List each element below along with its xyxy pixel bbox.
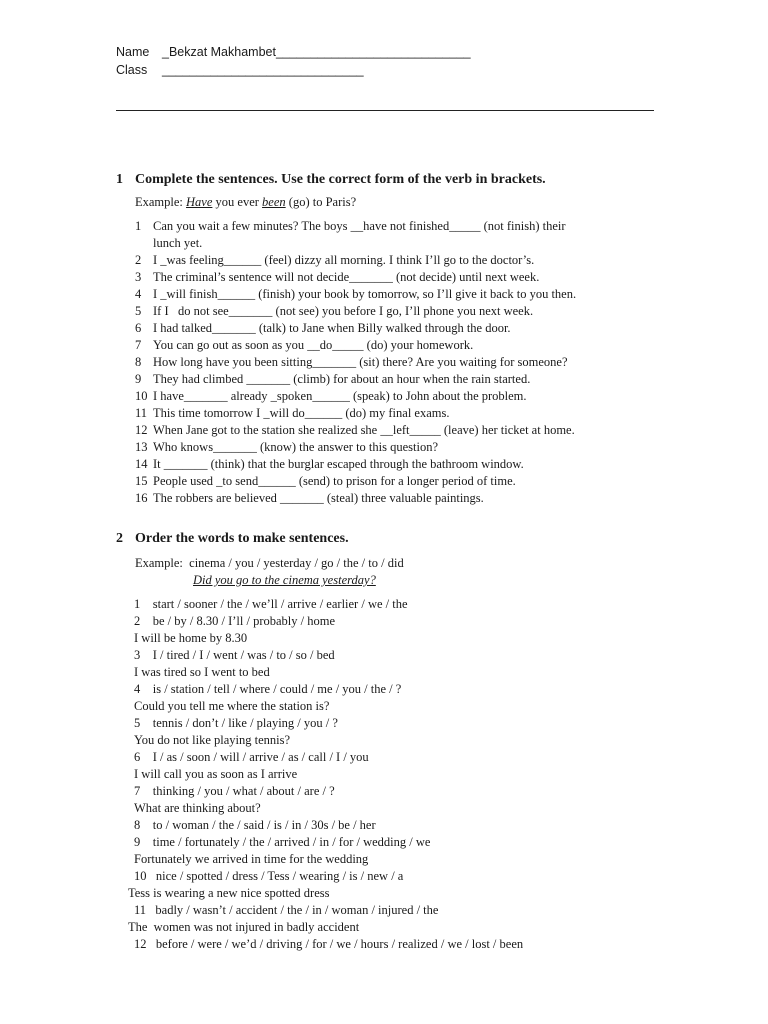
exercise2-line: Could you tell me where the station is? [134,699,330,713]
name-line [116,44,471,60]
item-number: 5 [135,304,142,318]
item-text: Who knows_______ (know) the answer to this question? [153,440,439,454]
section1-title: Complete the sentences. Use the correct form of the verb in brackets. [135,172,546,187]
item-text: How long have you been sitting_______ (sit) there? Are you waiting for someone? [153,355,568,369]
exercise1-item [135,371,530,387]
item-text: It _______ (think) that the burglar escaped through the bathroom window. [153,457,524,471]
item-text: I have_______ already _spoken______ (speak) to John about the problem. [153,389,527,403]
exercise1-item [135,473,516,489]
item-number: 10 [135,389,148,403]
item-text: I _will finish______ (finish) your book by tomorrow, so I’ll give it back to you then. [153,287,577,301]
section2-heading [116,530,349,547]
item-text: The robbers are believed _______ (steal) three valuable paintings. [153,491,484,505]
exercise1-item [135,388,527,404]
section2-example-answer: Did you go to the cinema yesterday? [193,573,376,587]
exercise2-line: I was tired so I went to bed [134,665,270,679]
name-value: _Bekzat Makhambet____________________________ [162,45,471,59]
item-text: If I do not see_______ (not see) you before I go, I’ll phone you next week. [153,304,534,318]
item-number: 8 [135,355,142,369]
class-value: _____________________________ [162,63,364,77]
exercise2-line: You do not like playing tennis? [134,733,291,747]
item-text: I _was feeling______ (feel) dizzy all morning. I think I’ll go to the doctor’s. [153,253,535,267]
exercise2-line: 2 be / by / 8.30 / I’ll / probably / home [134,614,336,628]
exercise1-item [135,320,511,336]
exercise2-line: 3 I / tired / I / went / was / to / so / bed [134,648,335,662]
exercise2-line: I will call you as soon as I arrive [134,767,298,781]
item-text: This time tomorrow I _will do______ (do) my final exams. [153,406,450,420]
exercise1-item [153,235,202,251]
exercise2-line: What are thinking about? [134,801,261,815]
item-text: They had climbed _______ (climb) for about an hour when the rain started. [153,372,531,386]
exercise1-item [135,303,533,319]
example-verb2: been [262,195,286,209]
exercise1-item [135,354,568,370]
item-number: 16 [135,491,148,505]
example-prefix: Example: [135,195,187,209]
item-number: 4 [135,287,142,301]
section1-example [135,194,356,210]
exercise2-line: Fortunately we arrived in time for the wedding [134,852,369,866]
section2-example-prompt: Example: cinema / you / yesterday / go / the / to / did [135,556,404,570]
exercise2-line: 4 is / station / tell / where / could / me / you / the / ? [134,682,402,696]
exercise2-line: 6 I / as / soon / will / arrive / as / call / I / you [134,750,369,764]
exercise2-line: Tess is wearing a new nice spotted dress [128,886,330,900]
exercise2-line: 5 tennis / don’t / like / playing / you / ? [134,716,338,730]
section1-heading [116,171,546,188]
exercise2-line: The women was not injured in badly accident [128,920,360,934]
exercise2-line: 10 nice / spotted / dress / Tess / wearing / is / new / a [134,869,404,883]
exercise2-line: 9 time / fortunately / the / arrived / in / for / wedding / we [134,835,431,849]
item-number: 9 [135,372,142,386]
item-number: 11 [135,406,148,420]
header-divider [116,110,654,111]
class-label: Class [116,63,148,77]
item-number: 13 [135,440,148,454]
name-label: Name [116,45,150,59]
exercise1-item [135,286,576,302]
item-number: 7 [135,338,142,352]
item-number: 1 [135,219,142,233]
exercise1-item [135,269,539,285]
item-text: lunch yet. [153,236,203,250]
section2-title: Order the words to make sentences. [135,531,349,546]
exercise1-item [135,405,449,421]
example-verb1: Have [186,195,213,209]
item-text: The criminal’s sentence will not decide_______ (not decide) until next week. [153,270,540,284]
exercise1-item [135,337,473,353]
example-mid: you ever [212,195,263,209]
exercise2-line: 8 to / woman / the / said / is / in / 30s / be / her [134,818,376,832]
exercise2-line: 11 badly / wasn’t / accident / the / in / woman / injured / the [134,903,439,917]
class-line [116,62,364,78]
exercise1-item [135,218,566,234]
item-number: 2 [135,253,142,267]
item-text: I had talked_______ (talk) to Jane when Billy walked through the door. [153,321,511,335]
exercise1-item [135,456,524,472]
exercise2-line: I will be home by 8.30 [134,631,248,645]
exercise1-item [135,422,575,438]
item-text: You can go out as soon as you __do_____ (do) your homework. [153,338,474,352]
item-text: Can you wait a few minutes? The boys __have not finished_____ (not finish) their [153,219,566,233]
exercise1-item [135,439,438,455]
exercise2-line: 1 start / sooner / the / we’ll / arrive / earlier / we / the [134,597,408,611]
item-number: 3 [135,270,142,284]
exercise1-item [135,252,534,268]
item-text: When Jane got to the station she realized she __left_____ (leave) her ticket at home. [153,423,575,437]
item-number: 15 [135,474,148,488]
section2-number: 2 [116,531,123,546]
item-number: 14 [135,457,148,471]
exercise1-item [135,490,484,506]
item-number: 12 [135,423,148,437]
item-number: 6 [135,321,142,335]
exercise2-line: 12 before / were / we’d / driving / for / we / hours / realized / we / lost / been [134,937,524,951]
item-text: People used _to send______ (send) to prison for a longer period of time. [153,474,516,488]
example-suffix: (go) to Paris? [285,195,357,209]
exercise2-line: 7 thinking / you / what / about / are / ? [134,784,335,798]
section1-number: 1 [116,172,123,187]
